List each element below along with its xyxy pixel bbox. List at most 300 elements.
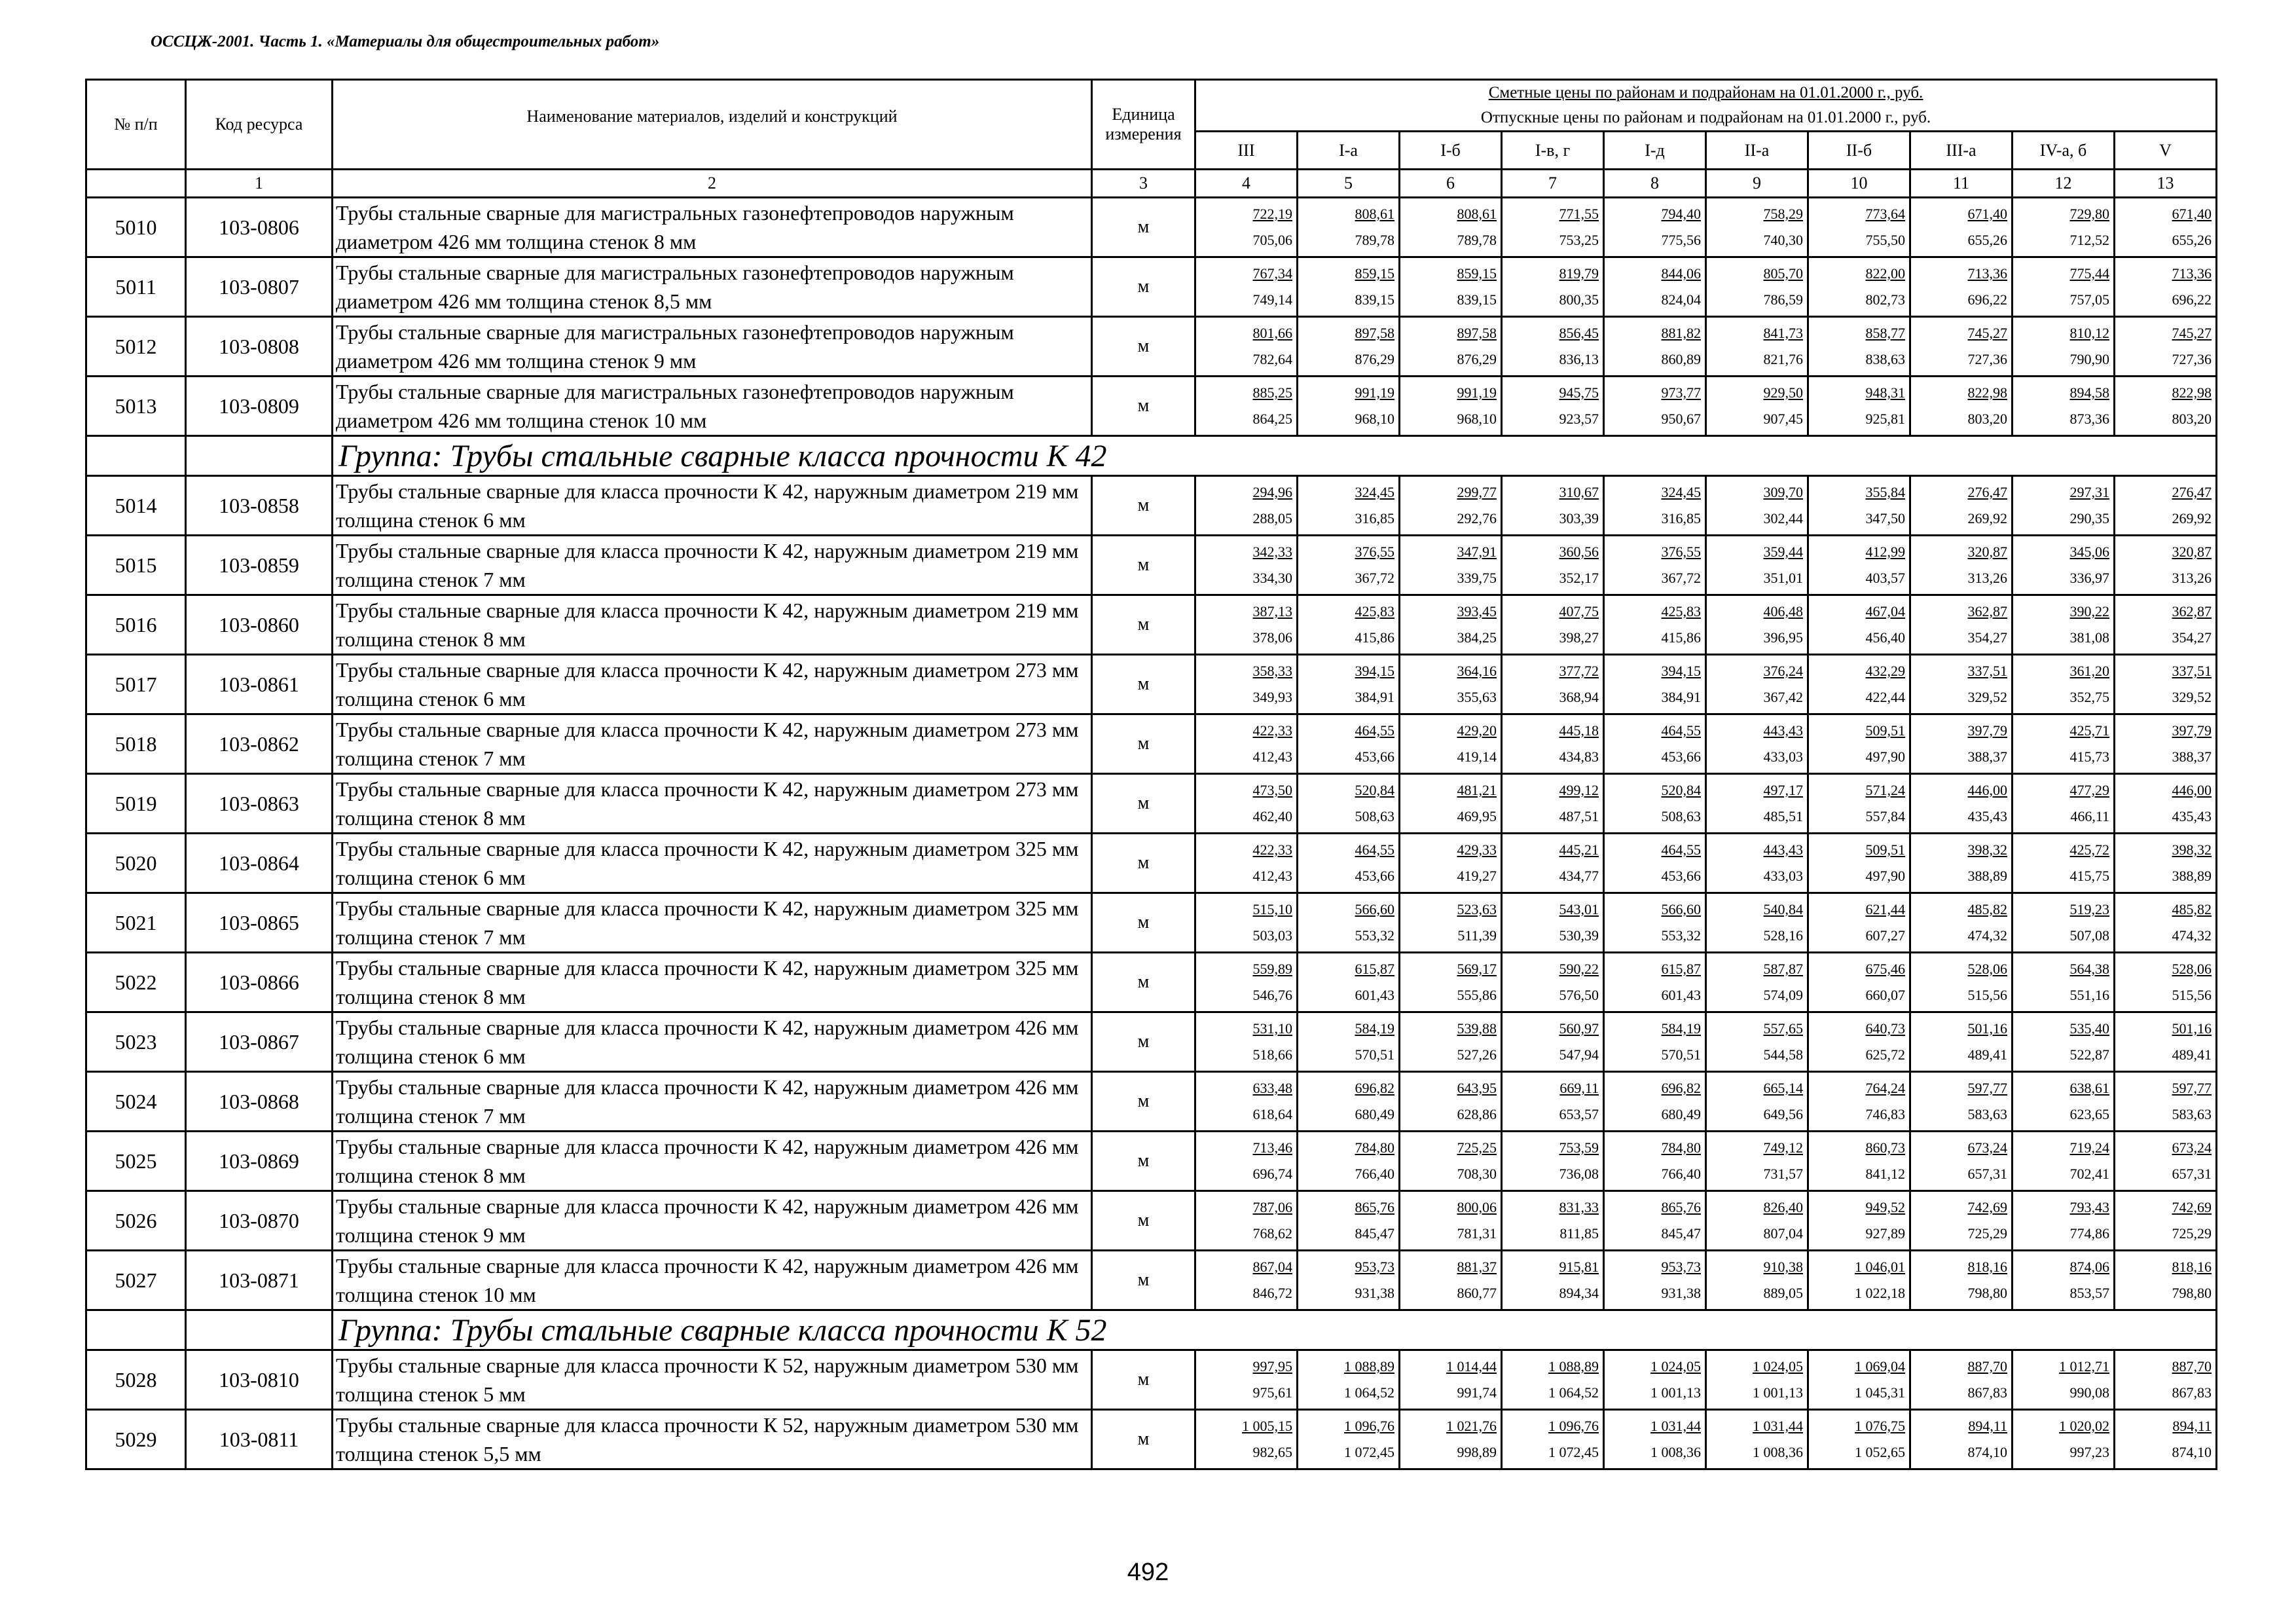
- estimate-price: 501,16: [2172, 1020, 2212, 1037]
- estimate-price: 696,82: [1661, 1080, 1701, 1096]
- price-cell: [1400, 1410, 1502, 1469]
- estimate-price: 949,52: [1865, 1199, 1905, 1215]
- release-price: 508,63: [1661, 808, 1701, 824]
- release-price: 403,57: [1865, 570, 1905, 586]
- estimate-price: 764,24: [1865, 1080, 1905, 1096]
- price-cell: [2115, 1251, 2217, 1310]
- release-price: 907,45: [1763, 411, 1803, 427]
- estimate-price: 467,04: [1865, 603, 1905, 619]
- estimate-price: 713,36: [1967, 265, 2007, 282]
- price-cell: [1604, 774, 1706, 834]
- estimate-price: 805,70: [1763, 265, 1803, 282]
- estimate-price: 406,48: [1763, 603, 1803, 619]
- release-price: 456,40: [1865, 629, 1905, 646]
- estimate-price: 669,11: [1559, 1080, 1599, 1096]
- estimate-price: 425,71: [2069, 722, 2109, 739]
- unit: м: [1092, 714, 1195, 774]
- price-cell: [1502, 536, 1604, 595]
- release-price: 367,72: [1661, 570, 1701, 586]
- estimate-price: 481,21: [1457, 782, 1497, 798]
- price-cell: [1195, 1072, 1298, 1132]
- estimate-price: 597,77: [2172, 1080, 2212, 1096]
- price-cell: [2013, 834, 2115, 893]
- estimate-price: 347,91: [1457, 544, 1497, 560]
- release-price: 1 064,52: [1344, 1384, 1394, 1401]
- release-price: 789,78: [1355, 232, 1394, 248]
- material-name: Трубы стальные сварные для класса прочности К 42, наружным диаметром 426 мм толщина стенок 10 мм: [333, 1251, 1092, 1310]
- material-name: Трубы стальные сварные для класса прочности К 42, наружным диаметром 426 мм толщина стенок 6 мм: [333, 1012, 1092, 1072]
- price-cell: [1910, 893, 2013, 953]
- estimate-price: 540,84: [1763, 901, 1803, 917]
- column-number: 7: [1502, 170, 1604, 198]
- release-price: 583,63: [2172, 1106, 2212, 1122]
- estimate-price: 929,50: [1763, 384, 1803, 401]
- price-cell: [2115, 257, 2217, 317]
- material-name: Трубы стальные сварные для класса прочности К 42, наружным диаметром 219 мм толщина стенок 7 мм: [333, 536, 1092, 595]
- release-price: 702,41: [2069, 1166, 2109, 1182]
- price-cell: [1604, 1132, 1706, 1191]
- price-cell: [2013, 953, 2115, 1012]
- column-number: 2: [333, 170, 1092, 198]
- estimate-price: 422,33: [1252, 722, 1292, 739]
- release-price: 334,30: [1252, 570, 1292, 586]
- price-cell: [1195, 257, 1298, 317]
- estimate-price: 523,63: [1457, 901, 1497, 917]
- table-row: [86, 774, 2217, 834]
- estimate-price: 819,79: [1559, 265, 1599, 282]
- price-cell: [1910, 476, 2013, 536]
- price-cell: [2115, 1132, 2217, 1191]
- column-number: 10: [1808, 170, 1910, 198]
- release-price: 798,80: [1967, 1285, 2007, 1301]
- price-cell: [1604, 834, 1706, 893]
- estimate-price: 860,73: [1865, 1139, 1905, 1156]
- release-price: 433,03: [1763, 868, 1803, 884]
- release-price: 623,65: [2069, 1106, 2109, 1122]
- estimate-price: 745,27: [1967, 325, 2007, 341]
- release-price: 388,89: [2172, 868, 2212, 884]
- release-price: 368,94: [1559, 689, 1599, 705]
- row-number: 5028: [86, 1350, 186, 1410]
- price-cell: [1195, 317, 1298, 377]
- price-cell: [1604, 953, 1706, 1012]
- price-cell: [1400, 317, 1502, 377]
- release-price: 351,01: [1763, 570, 1803, 586]
- unit: м: [1092, 1012, 1195, 1072]
- release-price: 547,94: [1559, 1046, 1599, 1063]
- estimate-price: 1 096,76: [1344, 1418, 1394, 1434]
- price-cell: [2115, 893, 2217, 953]
- estimate-price: 894,58: [2069, 384, 2109, 401]
- release-price: 990,08: [2069, 1384, 2109, 1401]
- estimate-price: 773,64: [1865, 206, 1905, 222]
- material-name: Трубы стальные сварные для класса прочности К 42, наружным диаметром 219 мм толщина стенок 8 мм: [333, 595, 1092, 655]
- table-row: [86, 834, 2217, 893]
- release-price: 998,89: [1457, 1444, 1497, 1460]
- estimate-price: 425,83: [1661, 603, 1701, 619]
- material-name: Трубы стальные сварные для класса прочности К 42, наружным диаметром 325 мм толщина стенок 6 мм: [333, 834, 1092, 893]
- price-cell: [1400, 714, 1502, 774]
- price-cell: [2115, 377, 2217, 436]
- release-price: 511,39: [1457, 927, 1497, 944]
- estimate-price: 377,72: [1559, 663, 1599, 679]
- column-number: 3: [1092, 170, 1195, 198]
- estimate-price: 337,51: [1967, 663, 2007, 679]
- price-cell: [1808, 1132, 1910, 1191]
- estimate-price: 360,56: [1559, 544, 1599, 560]
- header-prices-line2: Отпускные цены по районам и подрайонам на 01.01.2000 г., руб.: [1480, 109, 1931, 126]
- estimate-price: 345,06: [2069, 544, 2109, 560]
- estimate-price: 443,43: [1763, 722, 1803, 739]
- price-cell: [1400, 774, 1502, 834]
- release-price: 789,78: [1457, 232, 1497, 248]
- row-number: 5013: [86, 377, 186, 436]
- release-price: 489,41: [2172, 1046, 2212, 1063]
- price-cell: [1195, 1410, 1298, 1469]
- estimate-price: 566,60: [1661, 901, 1701, 917]
- release-price: 288,05: [1252, 510, 1292, 526]
- release-price: 544,58: [1763, 1046, 1803, 1063]
- price-cell: [1910, 1410, 2013, 1469]
- price-cell: [2013, 257, 2115, 317]
- release-price: 339,75: [1457, 570, 1497, 586]
- price-cell: [1910, 714, 2013, 774]
- release-price: 302,44: [1763, 510, 1803, 526]
- price-cell: [1298, 714, 1400, 774]
- price-cell: [2115, 774, 2217, 834]
- price-cell: [2013, 317, 2115, 377]
- price-cell: [2115, 953, 2217, 1012]
- unit: м: [1092, 893, 1195, 953]
- price-cell: [2013, 893, 2115, 953]
- price-cell: [1400, 1012, 1502, 1072]
- estimate-price: 584,19: [1355, 1020, 1394, 1037]
- region-header: II-а: [1706, 132, 1808, 170]
- price-cell: [1910, 595, 2013, 655]
- group-row-spacer: [186, 436, 333, 476]
- resource-code: 103-0866: [186, 953, 333, 1012]
- estimate-price: 398,32: [2172, 841, 2212, 858]
- header-no: № п/п: [86, 80, 186, 170]
- price-cell: [1298, 377, 1400, 436]
- estimate-price: 393,45: [1457, 603, 1497, 619]
- estimate-price: 671,40: [2172, 206, 2212, 222]
- price-cell: [1808, 834, 1910, 893]
- release-price: 415,86: [1661, 629, 1701, 646]
- estimate-price: 425,72: [2069, 841, 2109, 858]
- estimate-price: 749,12: [1763, 1139, 1803, 1156]
- estimate-price: 771,55: [1559, 206, 1599, 222]
- price-cell: [1400, 1132, 1502, 1191]
- price-cell: [1400, 595, 1502, 655]
- release-price: 485,51: [1763, 808, 1803, 824]
- estimate-price: 299,77: [1457, 484, 1497, 500]
- release-price: 462,40: [1252, 808, 1292, 824]
- estimate-price: 477,29: [2069, 782, 2109, 798]
- estimate-price: 443,43: [1763, 841, 1803, 858]
- price-cell: [1298, 1410, 1400, 1469]
- estimate-price: 464,55: [1661, 722, 1701, 739]
- estimate-price: 276,47: [2172, 484, 2212, 500]
- release-price: 657,31: [2172, 1166, 2212, 1182]
- estimate-price: 394,15: [1661, 663, 1701, 679]
- price-cell: [1195, 595, 1298, 655]
- group-row-spacer: [86, 1310, 186, 1350]
- estimate-price: 557,65: [1763, 1020, 1803, 1037]
- price-cell: [1808, 595, 1910, 655]
- price-cell: [1604, 1072, 1706, 1132]
- price-cell: [1706, 893, 1808, 953]
- estimate-price: 446,00: [1967, 782, 2007, 798]
- release-price: 601,43: [1355, 987, 1394, 1003]
- release-price: 354,27: [1967, 629, 2007, 646]
- estimate-price: 376,24: [1763, 663, 1803, 679]
- estimate-price: 894,11: [2172, 1418, 2212, 1434]
- resource-code: 103-0809: [186, 377, 333, 436]
- estimate-price: 597,77: [1967, 1080, 2007, 1096]
- release-price: 841,12: [1865, 1166, 1905, 1182]
- estimate-price: 801,66: [1252, 325, 1292, 341]
- release-price: 968,10: [1355, 411, 1394, 427]
- row-number: 5017: [86, 655, 186, 714]
- estimate-price: 859,15: [1457, 265, 1497, 282]
- estimate-price: 464,55: [1661, 841, 1701, 858]
- region-header: I-а: [1298, 132, 1400, 170]
- resource-code: 103-0860: [186, 595, 333, 655]
- release-price: 453,66: [1661, 748, 1701, 765]
- resource-code: 103-0865: [186, 893, 333, 953]
- price-cell: [1195, 1251, 1298, 1310]
- price-cell: [1400, 198, 1502, 257]
- release-price: 422,44: [1865, 689, 1905, 705]
- price-cell: [1910, 257, 2013, 317]
- estimate-price: 897,58: [1457, 325, 1497, 341]
- price-cell: [1808, 1012, 1910, 1072]
- estimate-price: 671,40: [1967, 206, 2007, 222]
- estimate-price: 615,87: [1661, 961, 1701, 977]
- price-cell: [2013, 1012, 2115, 1072]
- release-price: 503,03: [1252, 927, 1292, 944]
- release-price: 329,52: [2172, 689, 2212, 705]
- estimate-price: 320,87: [1967, 544, 2007, 560]
- estimate-price: 485,82: [1967, 901, 2007, 917]
- price-cell: [1400, 1191, 1502, 1251]
- estimate-price: 520,84: [1355, 782, 1394, 798]
- estimate-price: 722,19: [1252, 206, 1292, 222]
- row-number: 5026: [86, 1191, 186, 1251]
- table-row: [86, 714, 2217, 774]
- release-price: 725,29: [2172, 1225, 2212, 1242]
- resource-code: 103-0862: [186, 714, 333, 774]
- resource-code: 103-0858: [186, 476, 333, 536]
- table-row: [86, 655, 2217, 714]
- estimate-price: 566,60: [1355, 901, 1394, 917]
- price-cell: [1195, 893, 1298, 953]
- price-cell: [1808, 476, 1910, 536]
- estimate-price: 665,14: [1763, 1080, 1803, 1096]
- price-cell: [1808, 317, 1910, 377]
- release-price: 968,10: [1457, 411, 1497, 427]
- estimate-price: 485,82: [2172, 901, 2212, 917]
- estimate-price: 675,46: [1865, 961, 1905, 977]
- price-cell: [2013, 774, 2115, 834]
- price-cell: [1195, 1350, 1298, 1410]
- release-price: 388,37: [2172, 748, 2212, 765]
- estimate-price: 358,33: [1252, 663, 1292, 679]
- estimate-price: 973,77: [1661, 384, 1701, 401]
- release-price: 846,72: [1252, 1285, 1292, 1301]
- estimate-price: 355,84: [1865, 484, 1905, 500]
- estimate-price: 810,12: [2069, 325, 2109, 341]
- release-price: 557,84: [1865, 808, 1905, 824]
- price-cell: [2013, 198, 2115, 257]
- release-price: 876,29: [1457, 351, 1497, 367]
- price-cell: [1502, 893, 1604, 953]
- table-row: [86, 595, 2217, 655]
- release-price: 349,93: [1252, 689, 1292, 705]
- region-header: III-а: [1910, 132, 2013, 170]
- price-cell: [1298, 655, 1400, 714]
- release-price: 384,25: [1457, 629, 1497, 646]
- price-cell: [2013, 1191, 2115, 1251]
- release-price: 927,89: [1865, 1225, 1905, 1242]
- price-cell: [2115, 834, 2217, 893]
- table-row: [86, 893, 2217, 953]
- release-price: 696,22: [1967, 291, 2007, 308]
- release-price: 1 008,36: [1650, 1444, 1701, 1460]
- price-cell: [2115, 714, 2217, 774]
- material-name: Трубы стальные сварные для класса прочности К 42, наружным диаметром 325 мм толщина стенок 7 мм: [333, 893, 1092, 953]
- estimate-price: 822,00: [1865, 265, 1905, 282]
- release-price: 469,95: [1457, 808, 1497, 824]
- material-name: Трубы стальные сварные для магистральных газонефтепроводов наружным диаметром 426 мм толщина стенок 9 мм: [333, 317, 1092, 377]
- release-price: 753,25: [1559, 232, 1599, 248]
- table-row: [86, 257, 2217, 317]
- column-number: 4: [1195, 170, 1298, 198]
- release-price: 625,72: [1865, 1046, 1905, 1063]
- estimate-price: 867,04: [1252, 1259, 1292, 1275]
- estimate-price: 412,99: [1865, 544, 1905, 560]
- estimate-price: 473,50: [1252, 782, 1292, 798]
- price-cell: [1604, 893, 1706, 953]
- price-cell: [2115, 317, 2217, 377]
- release-price: 546,76: [1252, 987, 1292, 1003]
- release-price: 655,26: [1967, 232, 2007, 248]
- release-price: 419,27: [1457, 868, 1497, 884]
- estimate-price: 894,11: [1968, 1418, 2007, 1434]
- release-price: 555,86: [1457, 987, 1497, 1003]
- resource-code: 103-0859: [186, 536, 333, 595]
- price-cell: [2115, 1072, 2217, 1132]
- price-cell: [1298, 476, 1400, 536]
- price-cell: [1400, 1251, 1502, 1310]
- estimate-price: 398,32: [1967, 841, 2007, 858]
- release-price: 997,23: [2069, 1444, 2109, 1460]
- estimate-price: 342,33: [1252, 544, 1292, 560]
- price-cell: [1502, 1350, 1604, 1410]
- price-cell: [2115, 655, 2217, 714]
- table-row: [86, 1132, 2217, 1191]
- release-price: 355,63: [1457, 689, 1497, 705]
- estimate-price: 1 069,04: [1855, 1358, 1905, 1375]
- table-row: [86, 317, 2217, 377]
- price-cell: [1808, 377, 1910, 436]
- group-row-spacer: [86, 436, 186, 476]
- release-price: 398,27: [1559, 629, 1599, 646]
- release-price: 507,08: [2069, 927, 2109, 944]
- estimate-price: 422,33: [1252, 841, 1292, 858]
- release-price: 384,91: [1661, 689, 1701, 705]
- release-price: 527,26: [1457, 1046, 1497, 1063]
- release-price: 522,87: [2069, 1046, 2109, 1063]
- release-price: 874,10: [1967, 1444, 2007, 1460]
- unit: м: [1092, 377, 1195, 436]
- release-price: 864,25: [1252, 411, 1292, 427]
- estimate-price: 881,82: [1661, 325, 1701, 341]
- release-price: 466,11: [2070, 808, 2109, 824]
- document-header: ОССЦЖ-2001. Часть 1. «Материалы для общестроительных работ»: [151, 33, 660, 50]
- table-body: [86, 198, 2217, 1469]
- release-price: 696,22: [2172, 291, 2212, 308]
- release-price: 570,51: [1355, 1046, 1394, 1063]
- estimate-price: 445,21: [1559, 841, 1599, 858]
- row-number: 5024: [86, 1072, 186, 1132]
- price-cell: [1706, 198, 1808, 257]
- column-number-row: [86, 170, 2217, 198]
- estimate-price: 1 012,71: [2059, 1358, 2109, 1375]
- price-cell: [1604, 377, 1706, 436]
- estimate-price: 309,70: [1763, 484, 1803, 500]
- column-number: 6: [1400, 170, 1502, 198]
- group-row: [86, 1310, 2217, 1350]
- release-price: 352,17: [1559, 570, 1599, 586]
- table-row: [86, 1012, 2217, 1072]
- row-number: 5019: [86, 774, 186, 834]
- price-cell: [1195, 536, 1298, 595]
- price-cell: [1604, 317, 1706, 377]
- release-price: 453,66: [1355, 868, 1394, 884]
- price-cell: [2013, 1410, 2115, 1469]
- price-cell: [1298, 893, 1400, 953]
- estimate-price: 429,33: [1457, 841, 1497, 858]
- estimate-price: 794,40: [1661, 206, 1701, 222]
- price-cell: [1298, 1072, 1400, 1132]
- release-price: 746,83: [1865, 1106, 1905, 1122]
- price-cell: [1808, 893, 1910, 953]
- release-price: 367,42: [1763, 689, 1803, 705]
- release-price: 649,56: [1763, 1106, 1803, 1122]
- estimate-price: 499,12: [1559, 782, 1599, 798]
- release-price: 931,38: [1355, 1285, 1394, 1301]
- release-price: 388,89: [1967, 868, 2007, 884]
- estimate-price: 359,44: [1763, 544, 1803, 560]
- price-cell: [1604, 1191, 1706, 1251]
- price-cell: [1910, 198, 2013, 257]
- estimate-price: 784,80: [1355, 1139, 1394, 1156]
- release-price: 740,30: [1763, 232, 1803, 248]
- release-price: 975,61: [1252, 1384, 1292, 1401]
- group-row-spacer: [186, 1310, 333, 1350]
- estimate-price: 808,61: [1457, 206, 1497, 222]
- price-cell: [1706, 1132, 1808, 1191]
- estimate-price: 758,29: [1763, 206, 1803, 222]
- price-cell: [1298, 1251, 1400, 1310]
- price-cell: [1502, 377, 1604, 436]
- release-price: 415,75: [2069, 868, 2109, 884]
- estimate-price: 818,16: [1967, 1259, 2007, 1275]
- price-cell: [1808, 1191, 1910, 1251]
- estimate-price: 569,17: [1457, 961, 1497, 977]
